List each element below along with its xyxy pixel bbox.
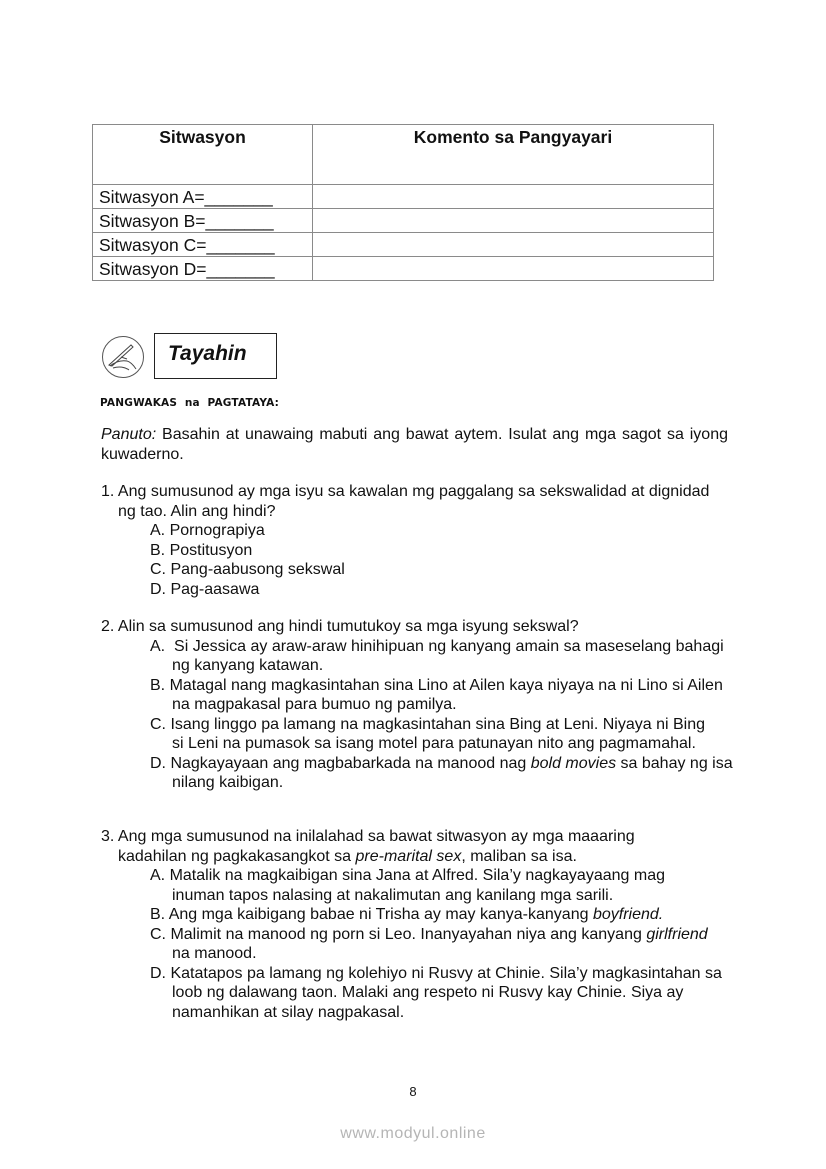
instructions-text: Basahin at unawaing mabuti ang bawat aytem. Isulat ang mga sagot sa iyong kuwaderno. xyxy=(101,426,728,463)
table-row xyxy=(93,257,714,281)
header-sitwasyon: Sitwasyon xyxy=(93,125,313,185)
option-a[interactable]: A. Matalik na magkaibigan sina Jana at Alfred. Sila’y nagkayayaang mag inuman tapos nalasing at nakalimutan ang kanilang mga sarili. xyxy=(150,867,665,904)
question-2 xyxy=(101,617,731,793)
instructions-label: Panuto: xyxy=(101,426,157,443)
question-1 xyxy=(101,482,731,599)
table-row xyxy=(93,209,714,233)
option-d[interactable]: D. Nagkayayaan ang magbabarkada na manood nag bold movies sa bahay ng isa nilang kaibigan. xyxy=(150,754,733,791)
option-d[interactable]: D. Pag-aasawa xyxy=(150,580,260,598)
option-c[interactable]: C. Pang-aabusong sekswal xyxy=(150,561,345,578)
option-a[interactable]: A. Si Jessica ay araw-araw hinihipuan ng kanyang amain sa maseselang bahagi ng kanyang katawan. xyxy=(150,637,724,674)
table-row xyxy=(93,185,714,209)
option-b[interactable]: B. Postitusyon xyxy=(150,541,253,559)
row-label: Sitwasyon D=_______ xyxy=(93,257,313,281)
table-header-row xyxy=(93,125,714,185)
question-stem: 1. Ang sumusunod ay mga isyu sa kawalan mg paggalang sa sekswalidad at dignidad ng tao. Alin ang hindi? xyxy=(101,483,710,520)
row-comment-cell[interactable] xyxy=(313,209,714,233)
option-b[interactable]: B. Ang mga kaibigang babae ni Trisha ay may kanya-kanyang boyfriend. xyxy=(150,906,664,923)
subheading: PANGWAKAS na PAGTATAYA: xyxy=(100,397,280,409)
row-comment-cell[interactable] xyxy=(313,257,714,281)
row-comment-cell[interactable] xyxy=(313,233,714,257)
watermark: www.modyul.online xyxy=(340,1125,486,1142)
option-c[interactable]: C. Isang linggo pa lamang na magkasintahan sina Bing at Leni. Niyaya ni Bing si Leni na pumasok sa isang motel para patunayan nito ang pagmamahal. xyxy=(150,715,706,752)
section-title: Tayahin xyxy=(168,342,247,365)
page-number: 8 xyxy=(409,1084,417,1099)
situation-table xyxy=(92,124,714,281)
option-b[interactable]: B. Matagal nang magkasintahan sina Lino at Ailen kaya niyaya na ni Lino si Ailen na magpakasal para bumuo ng pamilya. xyxy=(150,676,723,713)
question-3 xyxy=(101,827,731,1022)
hand-writing-icon xyxy=(101,335,145,379)
option-d[interactable]: D. Katatapos pa lamang ng kolehiyo ni Rusvy at Chinie. Sila’y magkasintahan sa loob ng dalawang taon. Malaki ang respeto ni Rusvy kay Chinie. Siya ay namanhikan at silay nagpakasal. xyxy=(150,964,722,1021)
row-comment-cell[interactable] xyxy=(313,185,714,209)
question-stem: 3. Ang mga sumusunod na inilalahad sa bawat sitwasyon ay mga maaaring kadahilan ng pagkakasangkot sa pre-marital sex, maliban sa isa. xyxy=(101,828,635,865)
row-label: Sitwasyon B=_______ xyxy=(93,209,313,233)
row-label: Sitwasyon C=_______ xyxy=(93,233,313,257)
option-c[interactable]: C. Malimit na manood ng porn si Leo. Inanyayahan niya ang kanyang girlfriend na manood. xyxy=(150,925,708,962)
table-row xyxy=(93,233,714,257)
section-title-box xyxy=(154,333,277,379)
instructions xyxy=(101,425,728,464)
header-komento: Komento sa Pangyayari xyxy=(313,125,714,185)
row-label: Sitwasyon A=_______ xyxy=(93,185,313,209)
option-a[interactable]: A. Pornograpiya xyxy=(150,522,265,539)
question-stem: 2. Alin sa sumusunod ang hindi tumutukoy sa mga isyung sekswal? xyxy=(101,618,579,635)
